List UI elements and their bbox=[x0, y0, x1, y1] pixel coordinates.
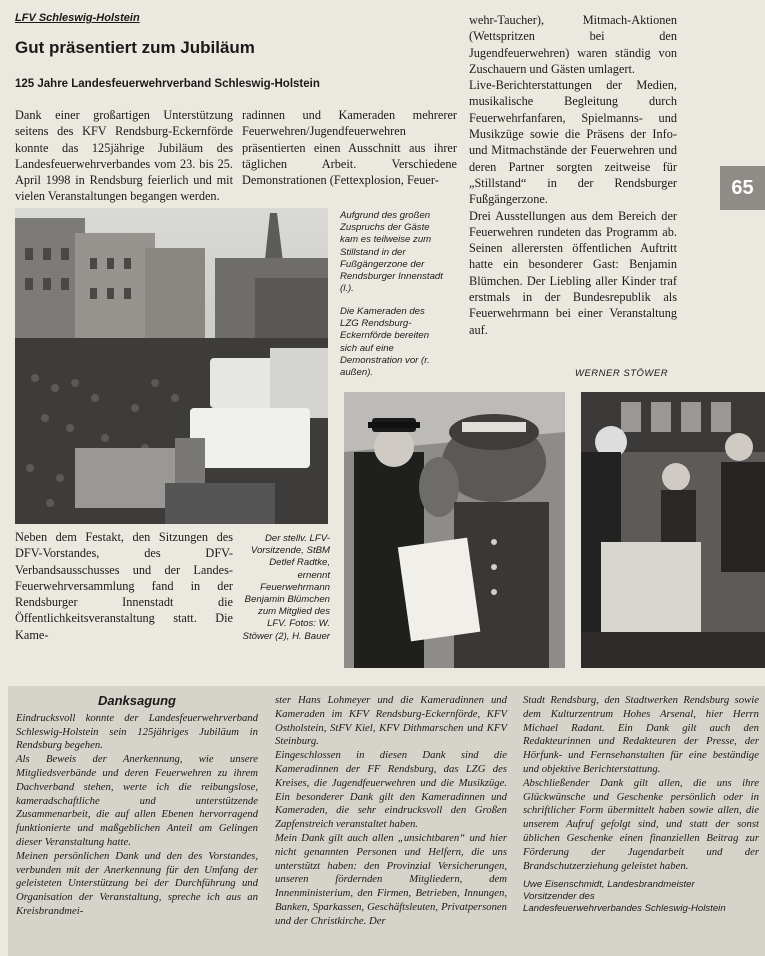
photo-credits: Fotos: W. Stöwer (2), H. Bauer bbox=[242, 618, 330, 642]
bluemchen-photo-image bbox=[344, 392, 565, 668]
article-paragraph: wehr-Taucher), Mitmach-Aktionen (Wettspritzen bei den Jugendfeuerwehren) waren ständig von Zuschauern und Gästen umlagert. bbox=[469, 13, 677, 76]
dank-signature bbox=[523, 879, 759, 915]
article-col3 bbox=[469, 12, 677, 338]
article-paragraph: Drei Ausstellungen aus dem Bereich der Feuerwehren rundeten das Programm ab. Seinen allerersten öffentlichen Auftritt hatte ein besonderer Gast: Benjamin Blümchen. Der Liebling aller Kinder traf erstmals in der Bundesrepublik als Feuerwehrmann bei einer Veranstaltung auf. bbox=[469, 208, 677, 337]
dank-paragraph: Als Beweis der Anerkennung, wie unsere Mitgliedsverbände und deren Feuerwehren zu ihrem Dachverband stehen, werte ich die reibungslose, kameradschaftliche und unterstützende Zusammenarbeit, die auf allen Ebenen hervorragend funktionierte und maßgeblichen Anteil am Gelingen dieser Veranstaltung hatte. bbox=[16, 753, 258, 848]
article-paragraph: Neben dem Festakt, den Sitzungen des DFV-Vorstandes, des DFV-Verbandsausschusses und der Landes-Feuerwehrversammlung fand in der Rendsburger Innenstadt die Öffentlichkeitsveranstaltung statt. Die Kame- bbox=[15, 530, 233, 642]
caption-crowd: Aufgrund des großen Zuspruchs der Gäste kam es teilweise zum Stillstand in der Fußgängerzone der Rendsburger Innenstadt (l.). bbox=[340, 210, 443, 295]
article-paragraph: Live-Berichterstattungen der Medien, musikalische Begleitung durch Feuerwehrfanfaren, Spielmanns- und Musikzüge sowie die Präsens der Info- und Mitmachstände der Feuerwehren und deren Partner sorgten zeitweise für „Stillstand“ in der Rendsburger Fußgängerzone. bbox=[469, 78, 677, 207]
dank-paragraph: Mein Dank gilt auch allen „unsichtbaren“ und hier nicht genannten Personen und Helfern, die uns unterstützt haben: den Provinzial Versicherungen, unseren fördernden Mitgliedern, dem Innenministerium, den Firmen, Betrieben, Innungen, Banken, Sparkassen, Geschäftsleuten, Privatpersonen und der Christkirche. Der bbox=[275, 831, 507, 927]
photo-crowd-street bbox=[15, 208, 328, 524]
photo-lzg-demonstration bbox=[581, 392, 765, 668]
article-col1-top bbox=[15, 107, 233, 205]
dank-heading: Danksagung bbox=[97, 693, 176, 708]
caption-bluemchen-text: Der stellv. LFV-Vorsitzende, StBM Detlef Radtke, ernennt Feuerwehrmann Benjamin Blümchen zum Mitglied des LFV. bbox=[244, 533, 330, 630]
article-paragraph: Dank einer großartigen Unterstützung seitens des KFV Rendsburg-Eckernförde konnte das 125jährige Jubiläum des Landesfeuerwehrverbandes vom 23. bis 25. April 1998 in Rendsburg feierlich und mit vielen Veranstaltungen begangen werden. bbox=[15, 108, 233, 204]
dank-col2 bbox=[275, 694, 507, 929]
article-subtitle: 125 Jahre Landesfeuerwehrverband Schleswig-Holstein bbox=[15, 78, 320, 90]
signature-org: Landesfeuerwehrverbandes Schleswig-Holstein bbox=[523, 903, 726, 915]
crowd-photo-image bbox=[15, 208, 328, 524]
dank-paragraph: Abschließender Dank gilt allen, die uns ihre Glückwünsche und Geschenke persönlich oder in schriftlicher Form übermittelt haben sowie allen, die unserem Aufruf gefolgt sind, und statt der sonst üblichen Geschenke einen finanziellen Beitrag zur Förderung der Jugendarbeit und der Brandschutzerziehung geleistet haben. bbox=[523, 776, 759, 872]
section-header: LFV Schleswig-Holstein bbox=[15, 12, 140, 24]
dank-paragraph: Stadt Rendsburg, den Stadtwerken Rendsburg sowie dem Kulturzentrum Hohes Arsenal, hier Herrn Michael Radant. Ein Dank gilt auch den Redakteurinnen und Redakteuren der Presse, der Hörfunk- und Fernsehanstalten für eine beständige und objektive Berichterstattung. bbox=[523, 694, 759, 775]
danksagung-box bbox=[8, 686, 765, 956]
article-col2-top bbox=[242, 107, 457, 188]
dank-col3 bbox=[523, 694, 759, 915]
dank-col1 bbox=[16, 694, 258, 919]
signature-role: Vorsitzender des bbox=[523, 891, 595, 903]
article-col1-bottom bbox=[15, 529, 233, 643]
signature-name: Uwe Eisenschmidt, Landesbrandmeister bbox=[523, 879, 695, 891]
article-title: Gut präsentiert zum Jubiläum bbox=[15, 38, 255, 57]
dank-paragraph: ster Hans Lohmeyer und die Kameradinnen und Kameraden im KFV Rendsburg-Eckernförde, KFV Ostholstein, StFV Kiel, KFV Dithmarschen und KFV Steinburg. bbox=[275, 694, 507, 748]
caption-bluemchen bbox=[242, 533, 330, 643]
photo-bluemchen-ceremony bbox=[344, 392, 565, 668]
article-paragraph: radinnen und Kameraden mehrerer Feuerwehren/Jugendfeuerwehren präsentierten einen Ausschnitt aus ihrer täglichen Arbeit. Verschiedene Demonstrationen (Fettexplosion, Feuer- bbox=[242, 108, 457, 188]
dank-paragraph: Eingeschlossen in diesen Dank sind die Kameradinnen der FF Rendsburg, das LZG des Kreises, die Jugendfeuerwehren und die Musikzüge. Ein besonderer Dank gilt den Kameradinnen und Kameraden, die sehr eindrucksvoll den Großen Zapfenstreich veranstaltet haben. bbox=[275, 749, 507, 831]
page-number-tab: 65 bbox=[720, 166, 765, 210]
dank-paragraph: Meinen persönlichen Dank und den des Vorstandes, verbunden mit der Anerkennung für den Umfang der geleisteten Unterstützung bei der Durchführung und Organisation der Veranstaltung, spreche ich aus an Kreisbrandmei- bbox=[16, 849, 258, 917]
lzg-photo-image bbox=[581, 392, 765, 668]
dank-paragraph: Eindrucksvoll konnte der Landesfeuerwehrverband Schleswig-Holstein sein 125jähriges Jubiläum in Rendsburg begehen. bbox=[16, 711, 258, 752]
article-author: WERNER STÖWER bbox=[575, 368, 669, 379]
caption-lzg: Die Kameraden des LZG Rendsburg-Eckernförde bereiten sich auf eine Demonstration vor (r. außen). bbox=[340, 306, 430, 379]
